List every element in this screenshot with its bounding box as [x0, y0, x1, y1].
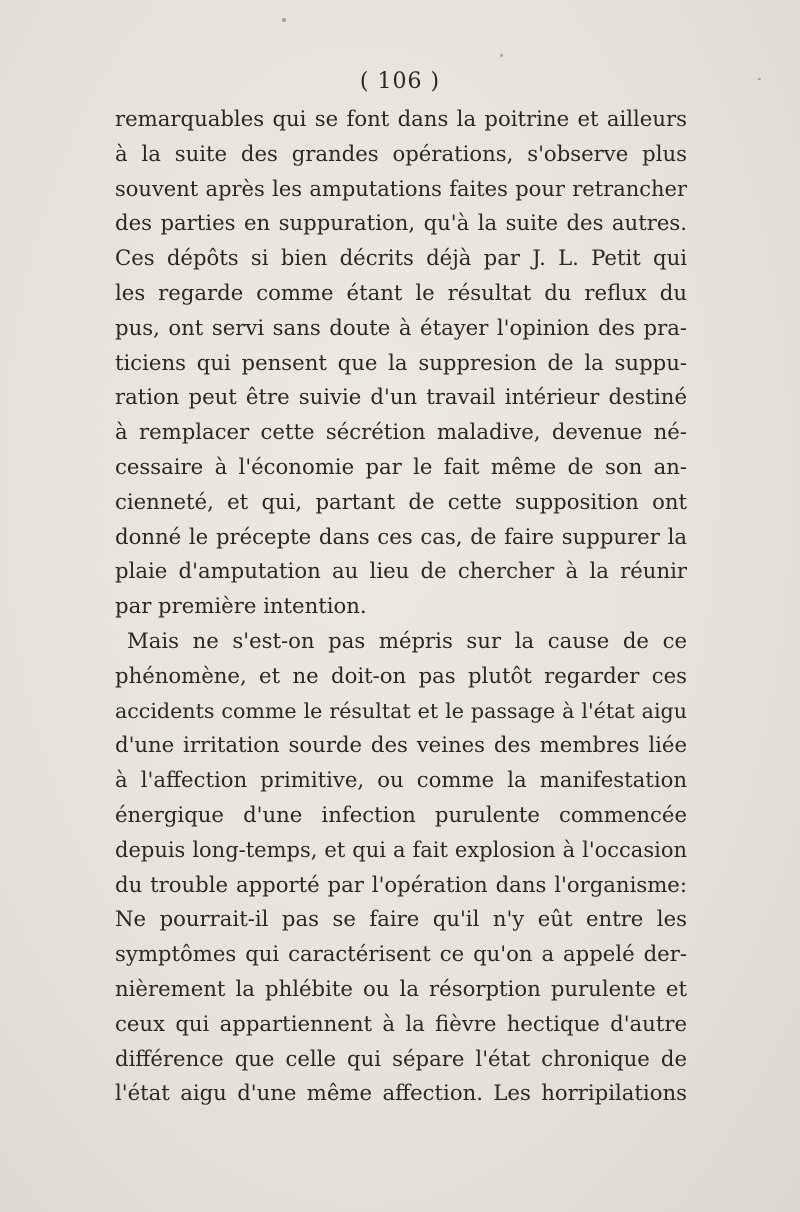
text-line: des parties en suppuration, qu'à la suite des autres. — [115, 210, 687, 236]
text-line: cienneté, et qui, partant de cette supposition ont — [115, 488, 687, 514]
text-line: Ne pourrait-il pas se faire qu'il n'y eût entre les — [115, 906, 687, 932]
text-line: les regarde comme étant le résultat du reflux du — [115, 279, 687, 305]
paper-speck — [282, 18, 286, 22]
text-line: Mais ne s'est-on pas mépris sur la cause de ce — [127, 627, 687, 653]
body-text — [115, 102, 687, 1111]
paper-speck — [500, 54, 503, 57]
text-line: à remplacer cette sécrétion maladive, devenue né- — [115, 419, 687, 445]
text-line: cessaire à l'économie par le fait même de son an- — [115, 453, 687, 479]
text-line: remarquables qui se font dans la poitrine et ailleurs — [115, 106, 687, 131]
text-line: à l'affection primitive, ou comme la manifestation — [115, 767, 687, 793]
text-line: accidents comme le résultat et le passage à l'état aigu — [115, 698, 687, 723]
text-line: plaie d'amputation au lieu de chercher à la réunir — [115, 558, 687, 584]
text-line: différence que celle qui sépare l'état chronique de — [115, 1045, 687, 1071]
text-line: Ces dépôts si bien décrits déjà par J. L. Petit qui — [115, 245, 687, 271]
text-line: à la suite des grandes opérations, s'observe plus — [115, 140, 687, 166]
text-line: donné le précepte dans ces cas, de faire suppurer la — [115, 523, 687, 549]
text-line: du trouble apporté par l'opération dans l'organisme: — [115, 871, 687, 897]
text-line: ticiens qui pensent que la suppresion de la suppu- — [115, 349, 687, 375]
text-line: souvent après les amputations faites pour retrancher — [115, 176, 687, 201]
text-line: l'état aigu d'une même affection. Les horripilations — [115, 1080, 687, 1106]
page-number: ( 106 ) — [359, 69, 441, 94]
text-line: nièrement la phlébite ou la résorption purulente et — [115, 975, 687, 1001]
text-line: énergique d'une infection purulente commencée — [115, 801, 687, 827]
text-line: phénomène, et ne doit-on pas plutôt regarder ces — [115, 662, 687, 688]
text-line: pus, ont servi sans doute à étayer l'opinion des pra- — [115, 314, 687, 340]
text-line: ceux qui appartiennent à la fièvre hectique d'autre — [115, 1010, 687, 1036]
text-line: ration peut être suivie d'un travail intérieur destiné — [115, 384, 687, 410]
text-line: symptômes qui caractérisent ce qu'on a appelé der- — [115, 941, 687, 967]
text-line: d'une irritation sourde des veines des membres liée — [115, 732, 687, 758]
text-line: depuis long-temps, et qui a fait explosion à l'occasion — [115, 837, 687, 862]
text-line: par première intention. — [115, 593, 367, 619]
